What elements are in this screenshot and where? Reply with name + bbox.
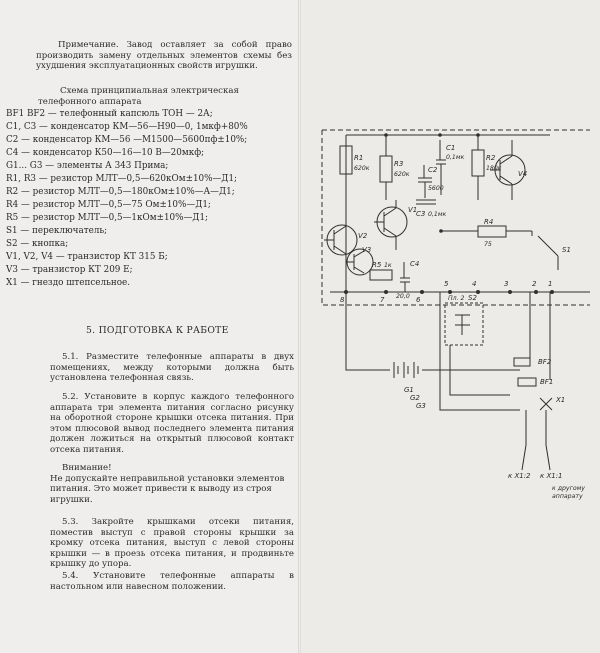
pin-label: 8 xyxy=(340,296,345,304)
pin-label: 4 xyxy=(472,280,477,288)
g3-label: G3 xyxy=(416,402,426,410)
paragraph-5-1: 5.1. Разместите телефонные аппараты в двух помещениях, между которыми должна быть установлена телефонная связь. xyxy=(50,352,294,384)
part-item: R1, R3 — резистор МЛТ—0,5—620кОм±10%—Д1; xyxy=(6,174,238,184)
bf2-capsule xyxy=(514,358,530,366)
part-item: R4 — резистор МЛТ—0,5—75 Ом±10%—Д1; xyxy=(6,200,211,210)
r4-value: 75 xyxy=(484,241,492,248)
part-item: V3 — транзистор КТ 209 Е; xyxy=(6,265,133,275)
note-paragraph: Примечание. Завод оставляет за собой право производить замену отдельных элементов схемы без ухудшения эксплуатационных свойств игрушки. xyxy=(36,40,292,72)
g2-label: G2 xyxy=(410,394,420,402)
paragraph-5-2: 5.2. Установите в корпус каждого телефонного аппарата три элемента питания согласно рисунку на оборотной стороне крышки отсека питания. При этом плюсовой вывод последнего элемента питания должен ложиться на открытый плюсовой контакт отсека питания. xyxy=(50,392,294,455)
r5-resistor xyxy=(370,270,392,280)
part-item: BF1 BF2 — телефонный капсюль ТОН — 2А; xyxy=(6,109,213,119)
c2-value: 5600 xyxy=(428,185,444,192)
circuit-schematic xyxy=(300,0,600,653)
part-item: C4 — конденсатор К50—16—10 В—20мкф; xyxy=(6,148,205,158)
c3-value: 0,1мк xyxy=(428,211,447,218)
parts-list xyxy=(6,108,296,290)
g1-label: G1 xyxy=(404,386,414,394)
r4-resistor xyxy=(478,226,506,237)
r3-resistor xyxy=(380,156,392,182)
v4-label: V4 xyxy=(518,170,528,178)
r5-value: 1к xyxy=(384,262,392,269)
pin-label: 2 xyxy=(532,280,537,288)
v1-label: V1 xyxy=(408,206,418,214)
pin-label: 7 xyxy=(380,296,385,304)
plug2-label: к X1:2 xyxy=(508,472,531,480)
part-item: S1 — переключатель; xyxy=(6,226,108,236)
part-item: C1, C3 — конденсатор КМ—56—Н90—0, 1мкф+80% xyxy=(6,122,248,132)
bf1-label: BF1 xyxy=(540,378,554,386)
warning-block xyxy=(50,463,294,505)
r2-value: 180к xyxy=(486,165,502,172)
part-item: R5 — резистор МЛТ—0,5—1кОм±10%—Д1; xyxy=(6,213,209,223)
c2-label: C2 xyxy=(428,166,438,174)
s2-caption: Пл. 2 xyxy=(448,295,465,302)
r4-label: R4 xyxy=(484,218,494,226)
c4-value: 20,0 xyxy=(396,293,410,300)
pin-label: 1 xyxy=(548,280,553,288)
to-other-1: к другому xyxy=(552,485,585,492)
part-item: X1 — гнездо штепсельное. xyxy=(6,278,131,288)
c3-capacitor xyxy=(416,200,436,204)
warning-title: Внимание! xyxy=(62,463,112,473)
part-item: R2 — резистор МЛТ—0,5—180кОм±10%—А—Д1; xyxy=(6,187,235,197)
pin-label: 6 xyxy=(416,296,421,304)
r5-label: R5 xyxy=(372,261,382,269)
plug-lines xyxy=(522,445,550,470)
part-item: C2 — конденсатор КМ—56 —М1500—5600пф±10%; xyxy=(6,135,248,145)
pin-label: 5 xyxy=(444,280,449,288)
bf1-capsule xyxy=(518,378,536,386)
section-heading: 5. ПОДГОТОВКА К РАБОТЕ xyxy=(86,325,229,336)
c4-label: C4 xyxy=(410,260,420,268)
r3-value: 620к xyxy=(394,171,410,178)
r1-label: R1 xyxy=(354,154,364,162)
s2-label: S2 xyxy=(468,294,477,302)
c4-capacitor xyxy=(400,262,410,292)
paragraph-5-3: 5.3. Закройте крышками отсеки питания, поместив выступ с правой стороны крышки за кромку отсека питания, выступ с левой стороны крышки — в проезь отсека питания, и продвиньте крышку до упора. xyxy=(50,517,294,570)
part-item: G1... G3 — элементы А 343 Прима; xyxy=(6,161,169,171)
part-item: V1, V2, V4 — транзистор КТ 315 Б; xyxy=(6,252,168,262)
s1-label: S1 xyxy=(562,246,571,254)
c3-label: C3 xyxy=(416,210,426,218)
bf2-label: BF2 xyxy=(538,358,552,366)
r2-label: R2 xyxy=(486,154,496,162)
v3-label: V3 xyxy=(362,246,372,254)
x1-label: X1 xyxy=(556,396,566,404)
paragraph-5-4: 5.4. Установите телефонные аппараты в настольном или навесном положении. xyxy=(50,571,294,592)
pin-label: 3 xyxy=(504,280,509,288)
s1-switch xyxy=(532,231,558,270)
r3-label: R3 xyxy=(394,160,404,168)
x1-jack xyxy=(526,398,552,445)
c1-label: C1 xyxy=(446,144,456,152)
warning-text: Не допускайте неправильной установки элементов питания. Это может привести к выводу из строя игрушки. xyxy=(50,473,285,505)
c1-value: 0,1мк xyxy=(446,154,465,161)
schema-title: Схема принципиальная электрическая телефонного аппарата xyxy=(38,86,239,107)
to-other-2: аппарату xyxy=(552,493,583,500)
s2-button xyxy=(445,303,483,345)
part-item: S2 — кнопка; xyxy=(6,239,69,249)
v2-label: V2 xyxy=(358,232,368,240)
plug1-label: к X1:1 xyxy=(540,472,563,480)
r2-resistor xyxy=(472,150,484,176)
r1-value: 620к xyxy=(354,165,370,172)
